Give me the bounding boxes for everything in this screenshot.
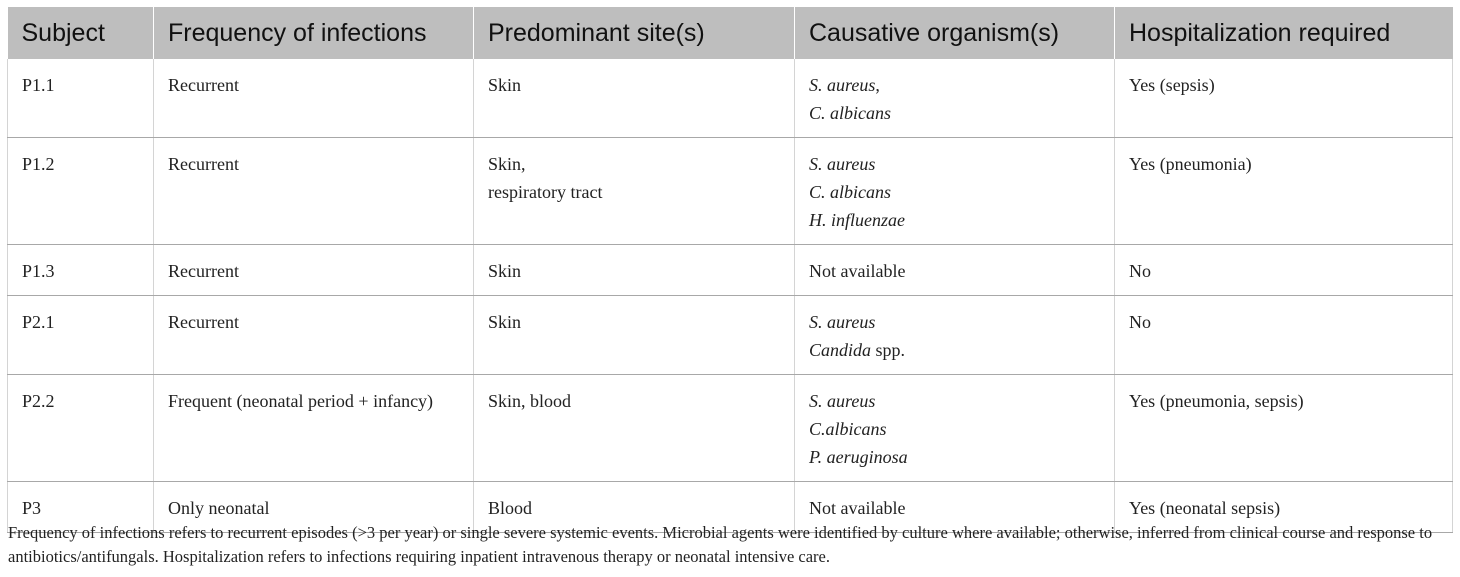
organism-name: C.albicans (809, 419, 887, 439)
cell-frequency: Frequent (neonatal period + infancy) (154, 375, 474, 482)
site-line: Skin (488, 312, 522, 332)
cell-hospitalization: Yes (pneumonia, sepsis) (1115, 375, 1453, 482)
organism-name: C. albicans (809, 182, 892, 202)
cell-hospitalization: No (1115, 296, 1453, 375)
cell-subject: P2.1 (8, 296, 154, 375)
organism-line (809, 99, 1100, 127)
table-row (8, 59, 1453, 138)
cell-organisms (795, 59, 1115, 138)
site-line: Skin (488, 261, 522, 281)
cell-organisms (795, 375, 1115, 482)
cell-subject: P1.3 (8, 245, 154, 296)
site-line: respiratory tract (488, 182, 603, 202)
header-subject: Subject (8, 7, 154, 59)
organism-name: H. influenzae (809, 210, 905, 230)
cell-frequency: Recurrent (154, 245, 474, 296)
site-line: Skin, blood (488, 391, 572, 411)
table-body (8, 59, 1453, 533)
infection-table-container (7, 7, 1452, 533)
cell-hospitalization: Yes (pneumonia) (1115, 138, 1453, 245)
organism-line (809, 443, 1100, 471)
cell-subject: P2.2 (8, 375, 154, 482)
organism-line (809, 336, 1100, 364)
organism-suffix: Not available (809, 498, 906, 518)
cell-frequency: Recurrent (154, 296, 474, 375)
organism-name: P. aeruginosa (809, 447, 908, 467)
cell-subject: P1.1 (8, 59, 154, 138)
organism-line (809, 206, 1100, 234)
organism-name: C. albicans (809, 103, 892, 123)
cell-sites (474, 375, 795, 482)
cell-subject: P3 (8, 482, 154, 533)
site-line: Skin (488, 75, 522, 95)
table-row (8, 245, 1453, 296)
site-line: Skin, (488, 154, 526, 174)
cell-sites (474, 138, 795, 245)
organism-name: S. aureus (809, 312, 876, 332)
cell-frequency: Recurrent (154, 138, 474, 245)
cell-organisms (795, 245, 1115, 296)
cell-sites (474, 59, 795, 138)
site-line: Blood (488, 498, 533, 518)
infection-table (7, 7, 1453, 533)
organism-line (809, 178, 1100, 206)
cell-organisms (795, 138, 1115, 245)
header-hospitalization: Hospitalization required (1115, 7, 1453, 59)
header-sites: Predominant site(s) (474, 7, 795, 59)
cell-hospitalization: Yes (sepsis) (1115, 59, 1453, 138)
cell-sites (474, 296, 795, 375)
organism-name: S. aureus (809, 154, 876, 174)
header-frequency: Frequency of infections (154, 7, 474, 59)
table-header (8, 7, 1453, 59)
table-row (8, 375, 1453, 482)
organism-line (809, 387, 1100, 415)
cell-hospitalization: No (1115, 245, 1453, 296)
header-row (8, 7, 1453, 59)
organism-line (809, 150, 1100, 178)
cell-organisms (795, 296, 1115, 375)
cell-subject: P1.2 (8, 138, 154, 245)
cell-hospitalization: Yes (neonatal sepsis) (1115, 482, 1453, 533)
cell-frequency: Recurrent (154, 59, 474, 138)
table-row (8, 138, 1453, 245)
table-row (8, 296, 1453, 375)
organism-line (809, 415, 1100, 443)
organism-suffix: Not available (809, 261, 906, 281)
organism-line (809, 308, 1100, 336)
organism-name: S. aureus (809, 391, 876, 411)
table-footnote: Frequency of infections refers to recurrent episodes (>3 per year) or single severe systemic events. Microbial agents were identified by culture where available; otherwise, inferred from clinical course and response to antibiotics/antifungals. Hospitalization refers to infections requiring inpatient intravenous therapy or neonatal intensive care. (8, 523, 1433, 566)
cell-sites (474, 245, 795, 296)
organism-line (809, 71, 1100, 99)
organism-line (809, 257, 1100, 285)
organism-suffix: spp. (871, 340, 906, 360)
organism-name: Candida (809, 340, 872, 360)
organism-name: S. aureus (809, 75, 876, 95)
organism-line (809, 494, 1100, 522)
header-organisms: Causative organism(s) (795, 7, 1115, 59)
organism-suffix: , (875, 75, 880, 95)
cell-frequency: Only neonatal (154, 482, 474, 533)
